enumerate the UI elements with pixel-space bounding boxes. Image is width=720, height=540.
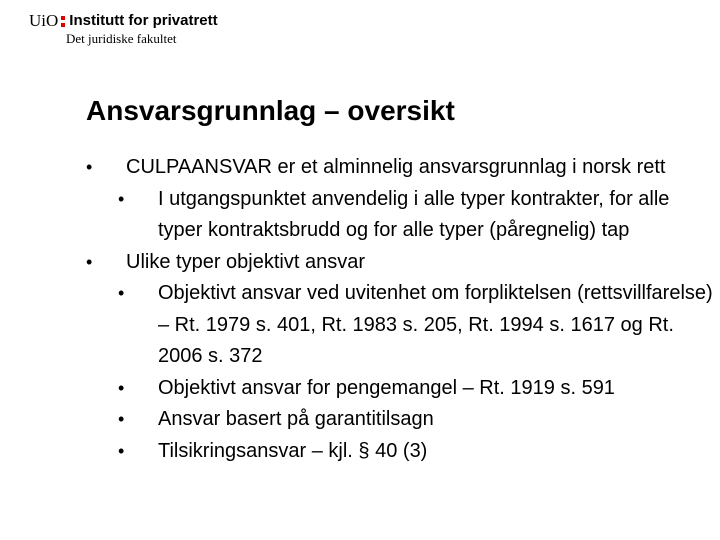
sub-list-item-text: Ansvar basert på garantitilsagn	[158, 408, 434, 430]
institute-name: Institutt for privatrett	[69, 12, 218, 29]
bullet-icon: •	[118, 377, 125, 398]
bullet-icon: •	[118, 188, 125, 209]
list-item-text: CULPAANSVAR er et alminnelig ansvarsgrunnlag i norsk rett	[126, 156, 666, 178]
logo-wordmark: UiO	[29, 11, 59, 30]
sub-list-item	[0, 404, 718, 436]
sub-list-item-text: Objektivt ansvar for pengemangel – Rt. 1919 s. 591	[158, 376, 615, 399]
uio-logo	[29, 12, 218, 30]
slide-title: Ansvarsgrunnlag – oversikt	[86, 95, 455, 126]
sub-list-item-text: Objektivt ansvar ved uvitenhet om forpliktelsen (rettsvillfarelse) – Rt. 1979 s. 401, Rt. 1983 s. 205, Rt. 1994 s. 1617 og Rt. 2006 s. 372	[158, 282, 713, 367]
sub-list-item-text: I utgangspunktet anvendelig i alle typer kontrakter, for alle typer kontraktsbrudd og for alle typer (påregnelig) tap	[158, 187, 670, 241]
bullet-icon: •	[118, 409, 125, 429]
bullet-icon: •	[118, 440, 125, 461]
list-item	[0, 152, 686, 184]
institution-header	[29, 12, 218, 52]
sub-list-item	[0, 373, 720, 405]
list-item	[0, 247, 686, 279]
sub-list-item	[0, 278, 718, 373]
faculty-name: Det juridiske fakultet	[66, 31, 177, 46]
sub-list-item	[0, 184, 718, 247]
bullet-icon: •	[118, 283, 125, 303]
bullet-icon: •	[86, 251, 93, 272]
bullet-icon: •	[86, 157, 93, 177]
sub-list-item	[0, 436, 718, 468]
bullet-list	[0, 152, 720, 467]
sub-list-item-text: Tilsikringsansvar – kjl. § 40 (3)	[158, 439, 428, 462]
list-item-text: Ulike typer objektivt ansvar	[126, 250, 365, 273]
logo-colon-icon	[61, 16, 65, 27]
